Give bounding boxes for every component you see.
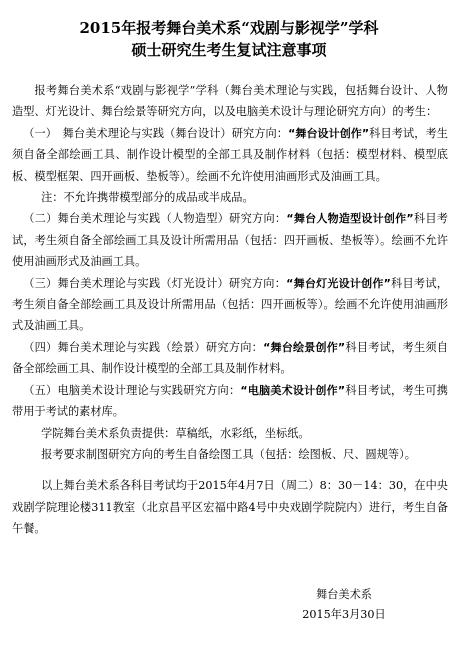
section-1 xyxy=(12,123,448,187)
title-line-2: 硕士研究生考生复试注意事项 xyxy=(131,41,327,59)
section-4-text: 科目考试，考生须自备全部绘画工具、制作设计模型的全部工具及制作材料。 xyxy=(12,340,448,376)
title-line-1: 2015年报考舞台美术系“戏剧与影视学”学科 xyxy=(79,19,379,37)
section-1-text: 科目考试，考生须自备全部绘画工具、制作设计模型的全部工具及制作材料（包括：模型材料、模型底板、模型框架、四开画板、垫板等）。绘画不允许使用油画形式及油画工具。 xyxy=(12,126,448,183)
section-2-subject: “舞台人物造型设计创作” xyxy=(286,212,414,226)
section-4-prefix: （四）舞台美术理论与实践（绘景）研究方向： xyxy=(23,340,264,354)
schedule-paragraph: 以上舞台美术系各科目考试均于2015年4月7日（周二）8：30－14：30，在中央戏剧学院理论楼311教室（北京昌平区宏福中路4号中央戏剧学院院内）进行，考生自备午餐。 xyxy=(12,479,448,536)
supply-paragraph-1: 学院舞台美术系负责提供：草稿纸，水彩纸，坐标纸。 xyxy=(41,426,310,440)
section-4 xyxy=(12,337,448,380)
section-4-subject: “舞台绘景创作” xyxy=(263,340,346,354)
section-5-text: 科目考试，考生可携带用于考试的素材库。 xyxy=(12,383,448,419)
signature-department: 舞台美术系 xyxy=(316,588,372,601)
notice-body xyxy=(12,80,448,540)
spacer xyxy=(12,465,448,475)
supply-paragraph-2: 报考要求制图研究方向的考生自备绘图工具（包括：绘图板、尺、圆规等）。 xyxy=(41,447,416,461)
section-5 xyxy=(12,380,448,423)
signature-date: 2015年3月30日 xyxy=(302,608,386,621)
section-2 xyxy=(12,208,448,272)
section-3-text: 科目考试，考生须自备全部绘画工具及设计所需用品（包括：四开画板等）。绘画不允许使用油画形式及油画工具。 xyxy=(12,276,448,333)
section-3 xyxy=(12,273,448,337)
section-1-prefix: （一） 舞台美术理论与实践（舞台设计）研究方向： xyxy=(23,126,289,140)
intro-paragraph: 报考舞台美术系“戏剧与影视学”学科（舞台美术理论与实践，包括舞台设计、人物造型、灯光设计、舞台绘景等研究方向，以及电脑美术设计与理论研究方向）的考生： xyxy=(12,84,448,119)
section-3-subject: “舞台灯光设计创作” xyxy=(286,276,391,290)
section-5-prefix: （五）电脑美术设计理论与实践研究方向： xyxy=(23,383,241,397)
note-paragraph: 注：不允许携带模型部分的成品或半成品。 xyxy=(41,191,254,205)
section-1-subject: “舞台设计创作” xyxy=(288,126,370,140)
section-2-text: 科目考试，考生须自备全部绘画工具及设计所需用品（包括：四开画板、垫板等）。绘画不允许使用油画形式及油画工具。 xyxy=(12,212,448,269)
section-5-subject: “电脑美术设计创作” xyxy=(240,383,346,397)
section-2-prefix: （二）舞台美术理论与实践（人物造型）研究方向： xyxy=(23,212,287,226)
section-3-prefix: （三）舞台美术理论与实践（灯光设计）研究方向： xyxy=(23,276,287,290)
